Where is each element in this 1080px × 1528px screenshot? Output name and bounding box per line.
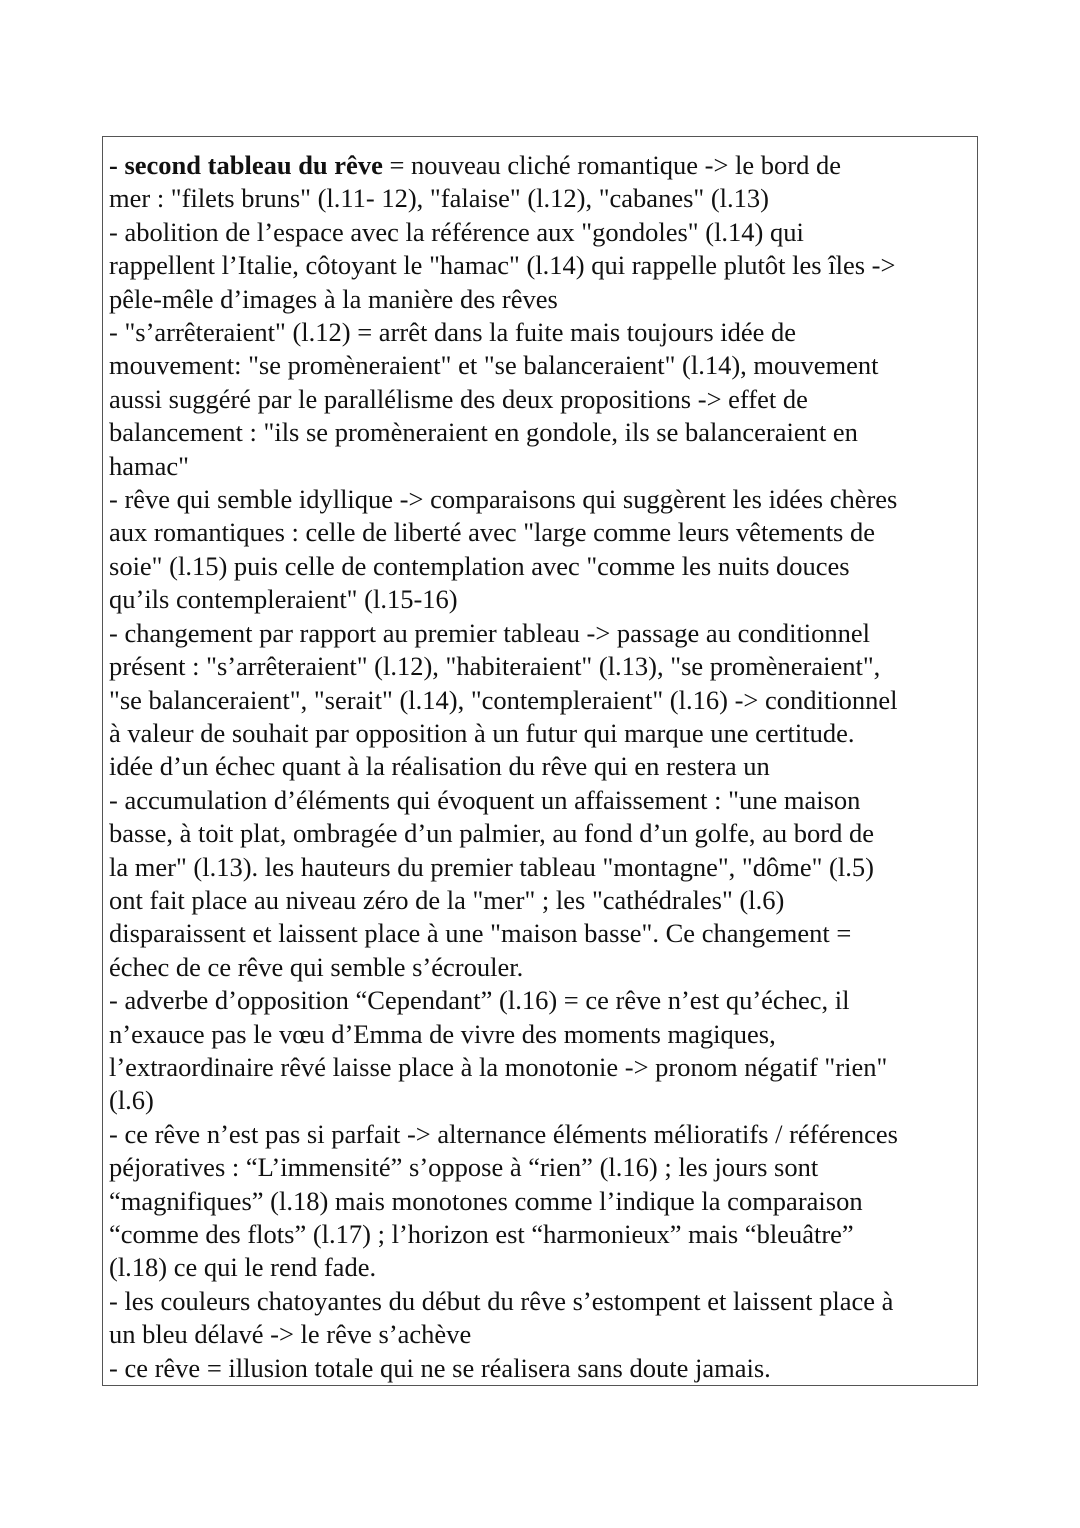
text-line bbox=[109, 750, 971, 783]
line-text: l’extraordinaire rêvé laisse place à la monotonie -> pronom négatif "rien" bbox=[109, 1051, 888, 1082]
line-text: - ce rêve n’est pas si parfait -> alternance éléments mélioratifs / références bbox=[109, 1118, 898, 1149]
text-line bbox=[109, 283, 971, 316]
text-line bbox=[109, 1018, 971, 1051]
line-text: "se balanceraient", "serait" (l.14), "contempleraient" (l.16) -> conditionnel bbox=[109, 684, 898, 715]
line-text: à valeur de souhait par opposition à un futur qui marque une certitude. bbox=[109, 717, 855, 748]
line-text: péjoratives : “L’immensité” s’oppose à “rien” (l.16) ; les jours sont bbox=[109, 1152, 819, 1183]
line-text: rappellent l’Italie, côtoyant le "hamac" (l.14) qui rappelle plutôt les îles -> bbox=[109, 250, 896, 281]
line-text: (l.6) bbox=[109, 1085, 154, 1116]
text-line bbox=[109, 650, 971, 683]
text-line bbox=[109, 316, 971, 349]
text-line bbox=[109, 216, 971, 249]
line-text: mouvement: "se promèneraient" et "se balanceraient" (l.14), mouvement bbox=[109, 350, 879, 381]
line-text: qu’ils contempleraient" (l.15-16) bbox=[109, 584, 458, 615]
analysis-text bbox=[109, 149, 971, 1385]
line-text: idée d’un échec quant à la réalisation du rêve qui en restera un bbox=[109, 751, 770, 782]
text-line bbox=[109, 1318, 971, 1351]
line-text: - "s’arrêteraient" (l.12) = arrêt dans la fuite mais toujours idée de bbox=[109, 317, 797, 348]
text-line bbox=[109, 182, 971, 215]
text-line bbox=[109, 550, 971, 583]
line-text: aussi suggéré par le parallélisme des deux propositions -> effet de bbox=[109, 383, 808, 414]
line-text: soie" (l.15) puis celle de contemplation avec "comme les nuits douces bbox=[109, 550, 850, 581]
text-line bbox=[109, 784, 971, 817]
line-text: n’exauce pas le vœu d’Emma de vivre des moments magiques, bbox=[109, 1018, 776, 1049]
text-frame bbox=[102, 136, 978, 1386]
text-line bbox=[109, 516, 971, 549]
text-line bbox=[109, 1051, 971, 1084]
text-line bbox=[109, 884, 971, 917]
line-text: échec de ce rêve qui semble s’écrouler. bbox=[109, 951, 524, 982]
text-line bbox=[109, 817, 971, 850]
line-text: “magnifiques” (l.18) mais monotones comme l’indique la comparaison bbox=[109, 1185, 863, 1216]
line-text: - les couleurs chatoyantes du début du rêve s’estompent et laissent place à bbox=[109, 1285, 894, 1316]
line-text: - accumulation d’éléments qui évoquent un affaissement : "une maison bbox=[109, 784, 861, 815]
line-text: présent : "s’arrêteraient" (l.12), "habiteraient" (l.13), "se promèneraient", bbox=[109, 651, 881, 682]
text-line bbox=[109, 1285, 971, 1318]
text-line bbox=[109, 1151, 971, 1184]
text-line bbox=[109, 951, 971, 984]
line-text: “comme des flots” (l.17) ; l’horizon est “harmonieux” mais “bleuâtre” bbox=[109, 1219, 854, 1249]
text-line bbox=[109, 1118, 971, 1151]
line-text: (l.18) ce qui le rend fade. bbox=[109, 1252, 377, 1283]
line-text: hamac" bbox=[109, 450, 189, 481]
text-line bbox=[109, 684, 971, 717]
line-text: pêle-mêle d’images à la manière des rêves bbox=[109, 283, 558, 314]
line-text: disparaissent et laissent place à une "maison basse". Ce changement = bbox=[109, 918, 852, 949]
line-text: - abolition de l’espace avec la référence aux "gondoles" (l.14) qui bbox=[109, 216, 804, 247]
line-text: - changement par rapport au premier tableau -> passage au conditionnel bbox=[109, 617, 871, 648]
line-text: = nouveau cliché romantique -> le bord de bbox=[382, 150, 841, 180]
text-line bbox=[109, 450, 971, 483]
text-line bbox=[109, 383, 971, 416]
text-line bbox=[109, 1185, 971, 1218]
text-line bbox=[109, 1352, 971, 1385]
line-text: ont fait place au niveau zéro de la "mer" ; les "cathédrales" (l.6) bbox=[109, 884, 785, 915]
text-line bbox=[109, 349, 971, 382]
line-text: basse, à toit plat, ombragée d’un palmier, au fond d’un golfe, au bord de bbox=[109, 818, 874, 849]
text-line bbox=[109, 1218, 971, 1251]
line-text: mer : "filets bruns" (l.11- 12), "falaise" (l.12), "cabanes" (l.13) bbox=[109, 183, 769, 214]
line-text: - rêve qui semble idyllique -> comparaisons qui suggèrent les idées chères bbox=[109, 484, 898, 515]
text-line bbox=[109, 583, 971, 616]
section-heading: - second tableau du rêve bbox=[109, 150, 383, 180]
text-line bbox=[109, 717, 971, 750]
text-line bbox=[109, 1084, 971, 1117]
text-line bbox=[109, 984, 971, 1017]
line-text: aux romantiques : celle de liberté avec "large comme leurs vêtements de bbox=[109, 517, 876, 548]
text-line bbox=[109, 483, 971, 516]
line-text: un bleu délavé -> le rêve s’achève bbox=[109, 1319, 472, 1350]
text-line bbox=[109, 851, 971, 884]
text-line bbox=[109, 917, 971, 950]
text-line bbox=[109, 617, 971, 650]
text-line bbox=[109, 149, 971, 182]
line-text: balancement : "ils se promèneraient en gondole, ils se balanceraient en bbox=[109, 417, 858, 448]
line-text: - adverbe d’opposition “Cependant” (l.16) = ce rêve n’est qu’échec, il bbox=[109, 985, 850, 1016]
text-line bbox=[109, 1251, 971, 1284]
text-line bbox=[109, 416, 971, 449]
line-text: - ce rêve = illusion totale qui ne se réalisera sans doute jamais. bbox=[109, 1352, 771, 1383]
text-line bbox=[109, 249, 971, 282]
line-text: la mer" (l.13). les hauteurs du premier tableau "montagne", "dôme" (l.5) bbox=[109, 851, 874, 882]
